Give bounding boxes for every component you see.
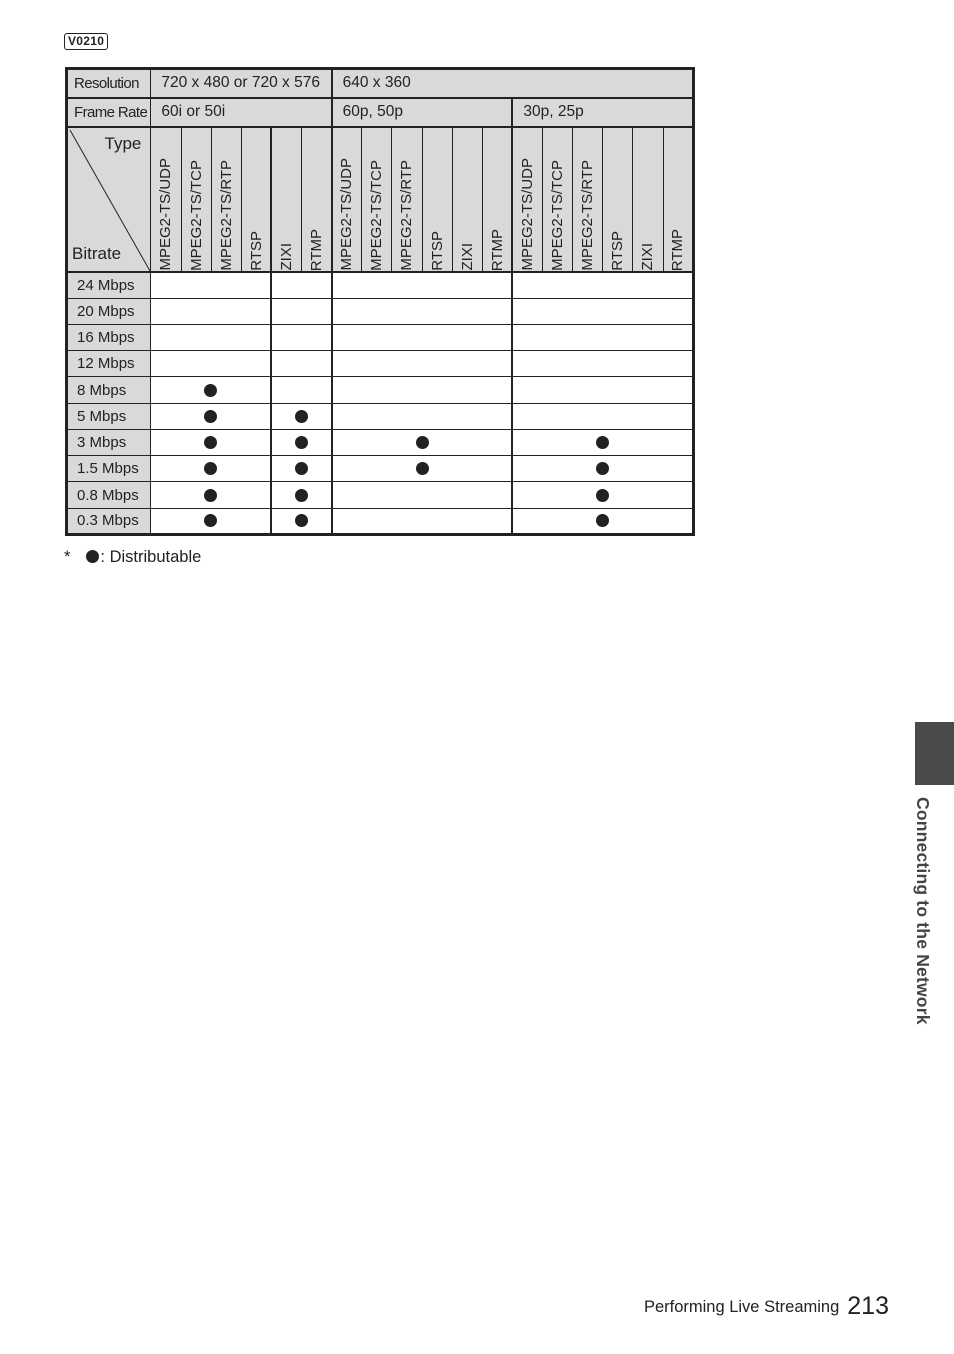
type-header-label: RTSP	[247, 231, 265, 271]
bitrate-value: 24 Mbps	[67, 272, 151, 298]
availability-cell	[332, 403, 513, 429]
version-badge: V0210	[64, 33, 108, 50]
type-header	[302, 127, 332, 272]
availability-cell	[271, 508, 331, 534]
availability-cell	[332, 351, 513, 377]
frame-rate-value: 60i or 50i	[151, 98, 332, 127]
availability-cell	[271, 351, 331, 377]
distributable-dot-icon	[596, 436, 609, 449]
table-row	[67, 508, 694, 534]
type-header	[392, 127, 422, 272]
availability-cell	[151, 377, 272, 403]
availability-cell	[512, 377, 693, 403]
type-header-label: MPEG2-TS/RTP	[579, 160, 597, 271]
table-row	[67, 351, 694, 377]
distributable-dot-icon	[295, 514, 308, 527]
type-header-label: ZIXI	[458, 243, 476, 271]
section-tab-label: Connecting to the Network	[913, 797, 933, 1025]
type-header	[603, 127, 633, 272]
availability-cell	[271, 324, 331, 350]
distributable-dot-icon	[596, 462, 609, 475]
type-label: Type	[104, 133, 142, 153]
footer-section-title: Performing Live Streaming	[643, 1298, 840, 1316]
availability-cell	[151, 272, 272, 298]
bitrate-value: 12 Mbps	[67, 351, 151, 377]
distributable-dot-icon	[204, 410, 217, 423]
availability-cell	[512, 429, 693, 455]
table-row	[67, 298, 694, 324]
footnote	[64, 548, 201, 567]
availability-cell	[332, 456, 513, 482]
type-header	[452, 127, 482, 272]
type-header-label: RTMP	[669, 228, 687, 271]
bitrate-value: 8 Mbps	[67, 377, 151, 403]
type-header	[543, 127, 573, 272]
distributable-dot-icon	[204, 489, 217, 502]
bitrate-value: 20 Mbps	[67, 298, 151, 324]
page-number: 213	[847, 1292, 889, 1320]
bitrate-value: 16 Mbps	[67, 324, 151, 350]
availability-cell	[512, 508, 693, 534]
type-header	[482, 127, 512, 272]
bitrate-value: 3 Mbps	[67, 429, 151, 455]
type-header	[181, 127, 211, 272]
frame-rate-value: 60p, 50p	[332, 98, 513, 127]
type-header	[633, 127, 663, 272]
availability-cell	[151, 429, 272, 455]
distributable-dot-icon	[204, 514, 217, 527]
type-header-label: MPEG2-TS/UDP	[157, 158, 175, 271]
bitrate-value: 1.5 Mbps	[67, 456, 151, 482]
availability-cell	[271, 298, 331, 324]
availability-cell	[271, 377, 331, 403]
type-header-label: MPEG2-TS/UDP	[519, 158, 537, 271]
availability-cell	[151, 351, 272, 377]
type-header	[151, 127, 181, 272]
table-row	[67, 482, 694, 508]
table-row	[67, 324, 694, 350]
availability-cell	[332, 377, 513, 403]
availability-cell	[271, 272, 331, 298]
distributable-dot-icon	[596, 489, 609, 502]
availability-cell	[512, 351, 693, 377]
footnote-asterisk: *	[64, 548, 71, 566]
bitrate-label: Bitrate	[72, 243, 122, 263]
type-header-label: RTSP	[609, 231, 627, 271]
availability-cell	[512, 456, 693, 482]
distributable-dot-icon	[204, 384, 217, 397]
availability-cell	[512, 482, 693, 508]
availability-cell	[332, 482, 513, 508]
availability-cell	[151, 482, 272, 508]
availability-cell	[271, 429, 331, 455]
frame-rate-value: 30p, 25p	[512, 98, 693, 127]
type-header-label: RTSP	[428, 231, 446, 271]
table-row	[67, 377, 694, 403]
availability-cell	[332, 272, 513, 298]
resolution-value: 720 x 480 or 720 x 576	[151, 69, 332, 98]
availability-cell	[271, 482, 331, 508]
table-row	[67, 456, 694, 482]
distributable-dot-icon	[295, 410, 308, 423]
distributable-dot-icon	[295, 462, 308, 475]
distributable-dot-icon	[596, 514, 609, 527]
type-header	[512, 127, 542, 272]
availability-cell	[271, 403, 331, 429]
type-header-label: MPEG2-TS/TCP	[187, 160, 205, 271]
distributable-dot-icon	[416, 462, 429, 475]
availability-cell	[332, 429, 513, 455]
availability-cell	[151, 508, 272, 534]
footnote-text: : Distributable	[100, 548, 202, 566]
availability-cell	[151, 324, 272, 350]
table-row	[67, 403, 694, 429]
type-header	[332, 127, 362, 272]
availability-cell	[512, 298, 693, 324]
resolution-value: 640 x 360	[332, 69, 694, 98]
availability-cell	[151, 403, 272, 429]
type-header	[241, 127, 271, 272]
frame-rate-label: Frame Rate	[67, 98, 151, 127]
distributable-dot-icon	[204, 436, 217, 449]
type-header-label: MPEG2-TS/TCP	[368, 160, 386, 271]
distributable-dot-icon	[416, 436, 429, 449]
availability-cell	[332, 508, 513, 534]
type-header	[663, 127, 693, 272]
section-tab-marker	[915, 722, 954, 785]
bitrate-table	[65, 67, 695, 536]
type-header-label: MPEG2-TS/RTP	[398, 160, 416, 271]
availability-cell	[271, 456, 331, 482]
type-header-label: ZIXI	[278, 243, 296, 271]
type-header	[211, 127, 241, 272]
table-row	[67, 272, 694, 298]
type-bitrate-corner	[67, 127, 151, 272]
availability-cell	[332, 324, 513, 350]
availability-cell	[512, 272, 693, 298]
availability-cell	[332, 298, 513, 324]
distributable-dot-icon	[86, 550, 99, 563]
type-header-label: MPEG2-TS/RTP	[217, 160, 235, 271]
bitrate-value: 0.3 Mbps	[67, 508, 151, 534]
page-footer	[644, 1292, 889, 1321]
distributable-dot-icon	[295, 436, 308, 449]
type-header	[422, 127, 452, 272]
type-header-label: ZIXI	[639, 243, 657, 271]
type-header	[362, 127, 392, 272]
type-header	[271, 127, 301, 272]
type-header-label: MPEG2-TS/TCP	[549, 160, 567, 271]
bitrate-value: 0.8 Mbps	[67, 482, 151, 508]
availability-cell	[151, 298, 272, 324]
bitrate-value: 5 Mbps	[67, 403, 151, 429]
type-header-label: MPEG2-TS/UDP	[338, 158, 356, 271]
availability-cell	[512, 403, 693, 429]
distributable-dot-icon	[295, 489, 308, 502]
resolution-label: Resolution	[67, 69, 151, 98]
distributable-dot-icon	[204, 462, 217, 475]
type-header-label: RTMP	[307, 228, 325, 271]
availability-cell	[512, 324, 693, 350]
table-row	[67, 429, 694, 455]
availability-cell	[151, 456, 272, 482]
type-header-label: RTMP	[488, 228, 506, 271]
type-header	[573, 127, 603, 272]
